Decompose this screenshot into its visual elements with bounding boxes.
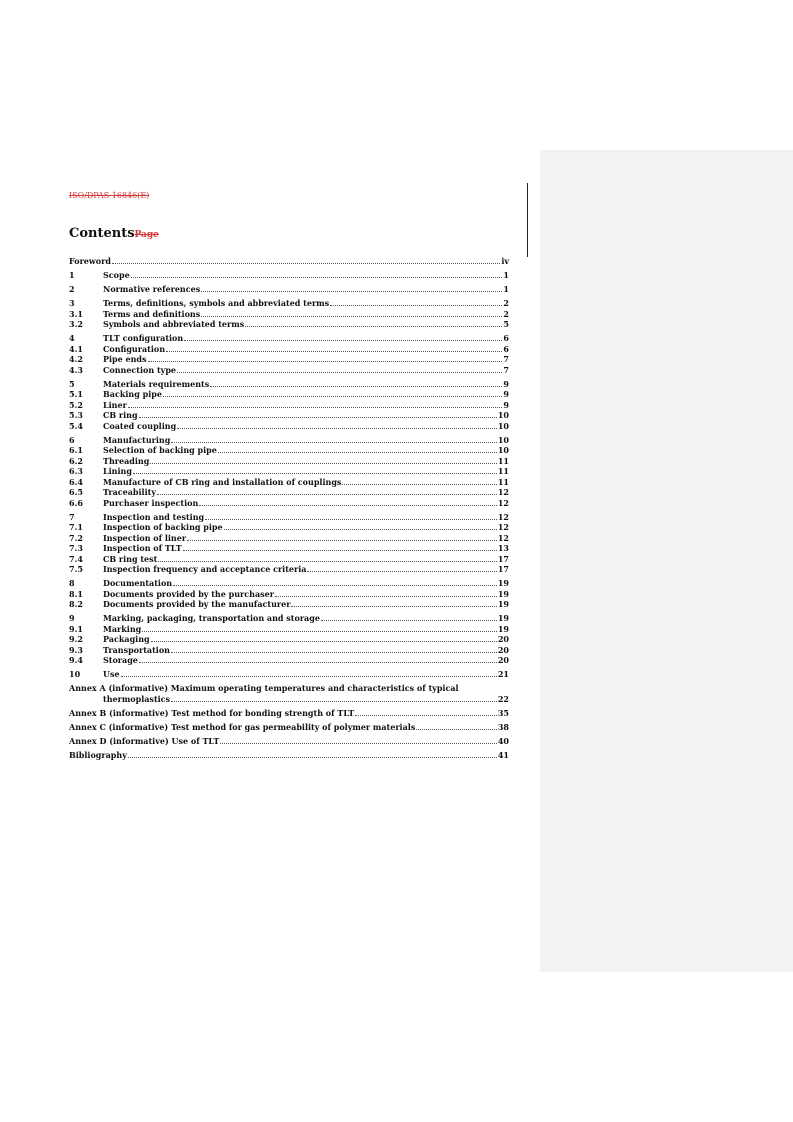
toc-label: Manufacture of CB ring and installation of couplings xyxy=(103,476,342,487)
toc-entry[interactable] xyxy=(69,624,509,635)
toc-page: 35 xyxy=(497,707,509,718)
toc-number: 1 xyxy=(69,270,75,280)
toc-page: 9 xyxy=(503,389,509,399)
toc-number: 4 xyxy=(69,333,75,343)
toc-label: Documents provided by the purchaser xyxy=(103,588,274,599)
toc-entry[interactable] xyxy=(69,750,509,761)
page-column-label: Page xyxy=(134,230,159,240)
toc-number: 7.3 xyxy=(69,543,83,553)
toc-entry[interactable] xyxy=(69,456,509,467)
toc-entry[interactable] xyxy=(69,400,509,411)
toc-page: 12 xyxy=(497,532,509,543)
toc-label: Transportation xyxy=(103,644,170,655)
toc-label: Configuration xyxy=(103,343,166,354)
toc-label: Terms, definitions, symbols and abbreviated terms xyxy=(103,298,330,308)
toc-label: Documentation xyxy=(103,578,173,588)
toc-entry[interactable] xyxy=(69,564,509,575)
toc-page: 9 xyxy=(503,378,509,389)
toc-label: CB ring test xyxy=(103,553,158,564)
toc-entry[interactable] xyxy=(69,533,509,544)
toc-entry[interactable] xyxy=(69,319,509,330)
toc-entry[interactable] xyxy=(69,477,509,488)
document-id: ISO/DPAS 16846(E) xyxy=(69,191,150,200)
toc-entry[interactable] xyxy=(69,512,509,523)
toc-page: 12 xyxy=(497,497,509,508)
toc-page: 17 xyxy=(497,553,509,564)
toc-page: 38 xyxy=(497,721,509,732)
toc-entry[interactable] xyxy=(69,379,509,390)
toc-label: Lining xyxy=(103,466,132,476)
toc-number: 10 xyxy=(69,669,81,679)
toc-entry[interactable] xyxy=(69,354,509,365)
toc-page: 41 xyxy=(497,749,509,760)
toc-label: CB ring xyxy=(103,410,138,420)
toc-entry[interactable] xyxy=(69,645,509,656)
toc-entry[interactable] xyxy=(69,344,509,355)
toc-number: 6.5 xyxy=(69,487,83,497)
toc-number: 6.2 xyxy=(69,455,83,466)
toc-number: 9.3 xyxy=(69,644,83,655)
toc-entry[interactable] xyxy=(69,435,509,446)
toc-entry[interactable] xyxy=(69,298,509,309)
toc-page: 21 xyxy=(497,669,509,679)
toc-label: Inspection frequency and acceptance criteria xyxy=(103,564,307,574)
toc-label: Bibliography xyxy=(69,749,127,760)
toc-label: Pipe ends xyxy=(103,354,147,364)
toc-page: 19 xyxy=(497,613,509,623)
toc-label: TLT configuration xyxy=(103,333,184,343)
toc-label: Documents provided by the manufacturer xyxy=(103,599,291,609)
toc-page: 10 xyxy=(497,410,509,420)
toc-number: 9.4 xyxy=(69,655,83,665)
toc-number: 7 xyxy=(69,511,75,522)
toc-label: Manufacturing xyxy=(103,434,171,445)
toc-entry[interactable] xyxy=(69,284,509,295)
toc-number: 8 xyxy=(69,578,75,588)
toc-page: 19 xyxy=(497,578,509,588)
toc-number: 3.1 xyxy=(69,308,83,319)
toc-page: 19 xyxy=(497,588,509,599)
toc-page: 19 xyxy=(497,623,509,634)
toc-entry[interactable] xyxy=(69,410,509,421)
toc-entry[interactable] xyxy=(69,309,509,320)
toc-label: Marking xyxy=(103,623,142,634)
toc-entry[interactable] xyxy=(69,578,509,589)
comment-pane xyxy=(540,150,793,972)
toc-number: 8.1 xyxy=(69,588,83,599)
toc-entry[interactable] xyxy=(69,543,509,554)
toc-label: Threading xyxy=(103,455,150,466)
toc-label: Symbols and abbreviated terms xyxy=(103,319,245,329)
toc-page: 13 xyxy=(497,543,509,553)
toc-label: Use xyxy=(103,669,120,679)
toc-label: Annex D (informative) Use of TLT xyxy=(69,735,220,746)
toc-number: 3.2 xyxy=(69,319,83,329)
toc-number: 7.4 xyxy=(69,553,83,564)
toc-entry[interactable] xyxy=(69,522,509,533)
toc-entry[interactable] xyxy=(69,333,509,344)
toc-label: Liner xyxy=(103,399,127,410)
toc-entry[interactable] xyxy=(69,613,509,624)
toc-number: 9 xyxy=(69,613,75,623)
toc-number: 6.1 xyxy=(69,445,83,455)
toc-page: 22 xyxy=(497,693,509,704)
toc-label: Inspection of backing pipe xyxy=(103,522,223,532)
toc-label: thermoplastics xyxy=(103,693,171,704)
toc-entry[interactable] xyxy=(69,634,509,645)
toc-label: Coated coupling xyxy=(103,420,177,431)
toc-entry[interactable] xyxy=(69,599,509,610)
toc-page: 1 xyxy=(503,270,509,280)
toc-number: 7.2 xyxy=(69,532,83,543)
toc-label: Packaging xyxy=(103,634,150,644)
toc-label: Annex C (informative) Test method for gas permeability of polymer materials xyxy=(69,721,416,732)
toc-entry[interactable] xyxy=(69,554,509,565)
toc-entry[interactable] xyxy=(69,669,509,680)
annex-a-heading[interactable]: Annex A (informative) Maximum operating temperatures and characteristics of typical xyxy=(69,683,459,693)
toc-label: Inspection of TLT xyxy=(103,543,182,553)
toc-page: 10 xyxy=(497,445,509,455)
toc-page: 9 xyxy=(503,399,509,410)
toc-page: 40 xyxy=(497,735,509,746)
toc-label: Annex B (informative) Test method for bonding strength of TLT xyxy=(69,707,355,718)
contents-heading xyxy=(69,226,159,241)
toc-label: Storage xyxy=(103,655,138,665)
toc-number: 5.3 xyxy=(69,410,83,420)
toc-label: Selection of backing pipe xyxy=(103,445,217,455)
toc-number: 3 xyxy=(69,298,75,308)
contents-title: Contents xyxy=(69,226,135,241)
toc-label: Scope xyxy=(103,270,130,280)
toc-entry[interactable] xyxy=(69,487,509,498)
toc-label: Inspection of liner xyxy=(103,532,187,543)
toc-page: 12 xyxy=(497,511,509,522)
toc-number: 6.4 xyxy=(69,476,83,487)
toc-number: 8.2 xyxy=(69,599,83,609)
toc-page: 17 xyxy=(497,564,509,574)
toc-label: Connection type xyxy=(103,364,176,375)
table-of-contents xyxy=(69,256,509,760)
toc-label: Purchaser inspection xyxy=(103,497,199,508)
toc-number: 7.5 xyxy=(69,564,83,574)
toc-entry[interactable] xyxy=(69,694,509,705)
toc-label: Inspection and testing xyxy=(103,511,205,522)
toc-page: 10 xyxy=(497,434,509,445)
toc-entry[interactable] xyxy=(69,421,509,432)
toc-number: 6.3 xyxy=(69,466,83,476)
toc-entry[interactable] xyxy=(69,365,509,376)
toc-entry[interactable] xyxy=(69,498,509,509)
toc-entry[interactable] xyxy=(69,722,509,733)
toc-page: iv xyxy=(501,256,509,266)
toc-page: 7 xyxy=(503,354,509,364)
toc-label: Normative references xyxy=(103,284,201,294)
toc-label: Marking, packaging, transportation and storage xyxy=(103,613,320,623)
toc-entry[interactable] xyxy=(69,655,509,666)
toc-entry[interactable] xyxy=(69,270,509,281)
toc-page: 20 xyxy=(497,655,509,665)
toc-label: Materials requirements xyxy=(103,378,210,389)
toc-number: 9.2 xyxy=(69,634,83,644)
toc-entry[interactable] xyxy=(69,736,509,747)
toc-page: 2 xyxy=(503,298,509,308)
toc-number: 5.1 xyxy=(69,389,83,399)
toc-number: 4.2 xyxy=(69,354,83,364)
toc-number: 5 xyxy=(69,378,75,389)
toc-entry[interactable] xyxy=(69,389,509,400)
toc-page: 1 xyxy=(503,284,509,294)
toc-number: 6.6 xyxy=(69,497,83,508)
toc-page: 12 xyxy=(497,522,509,532)
toc-number: 2 xyxy=(69,284,75,294)
toc-page: 11 xyxy=(497,476,509,487)
toc-page: 6 xyxy=(503,333,509,343)
toc-number: 5.4 xyxy=(69,420,83,431)
toc-number: 9.1 xyxy=(69,623,83,634)
toc-page: 5 xyxy=(503,319,509,329)
toc-page: 10 xyxy=(497,420,509,431)
toc-page: 6 xyxy=(503,343,509,354)
toc-entry[interactable] xyxy=(69,445,509,456)
toc-page: 19 xyxy=(497,599,509,609)
toc-page: 2 xyxy=(503,308,509,319)
toc-entry[interactable] xyxy=(69,589,509,600)
toc-page: 11 xyxy=(497,455,509,466)
toc-page: 7 xyxy=(503,364,509,375)
toc-page: 20 xyxy=(497,634,509,644)
toc-number: 7.1 xyxy=(69,522,83,532)
toc-label: Terms and definitions xyxy=(103,308,201,319)
toc-page: 12 xyxy=(497,487,509,497)
toc-number: 4.3 xyxy=(69,364,83,375)
toc-entry[interactable] xyxy=(69,466,509,477)
toc-entry[interactable] xyxy=(69,708,509,719)
toc-page: 11 xyxy=(497,466,509,476)
toc-label: Backing pipe xyxy=(103,389,162,399)
toc-number: 6 xyxy=(69,434,75,445)
toc-number: 5.2 xyxy=(69,399,83,410)
toc-label: Foreword xyxy=(69,256,111,266)
toc-page: 20 xyxy=(497,644,509,655)
toc-label: Traceability xyxy=(103,487,156,497)
toc-number: 4.1 xyxy=(69,343,83,354)
toc-entry[interactable] xyxy=(69,256,509,267)
change-bar xyxy=(527,183,528,257)
